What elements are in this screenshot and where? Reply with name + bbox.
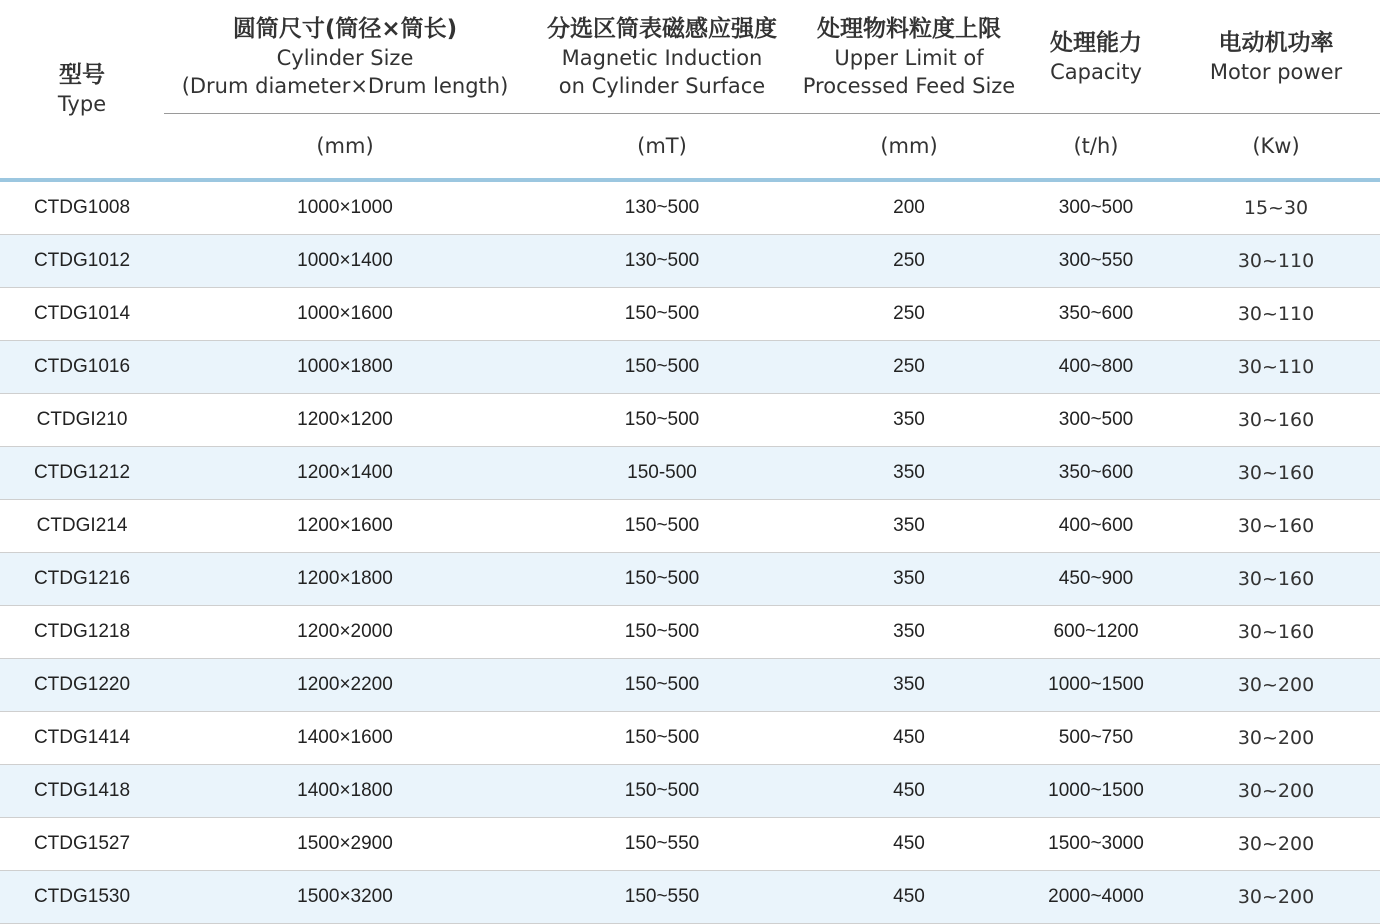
header-induction-en2: on Cylinder Surface bbox=[558, 73, 766, 98]
cell-feed: 350 bbox=[798, 394, 1020, 447]
table-row bbox=[0, 818, 1380, 871]
cell-induction: 130~500 bbox=[526, 235, 798, 288]
cell-induction: 130~500 bbox=[526, 180, 798, 235]
table-header bbox=[0, 0, 1380, 180]
cell-feed: 350 bbox=[798, 659, 1020, 712]
cell-capacity: 300~500 bbox=[1020, 180, 1172, 235]
cell-type: CTDG1530 bbox=[0, 871, 164, 924]
table-row bbox=[0, 765, 1380, 818]
cell-induction: 150-500 bbox=[526, 447, 798, 500]
cell-motor: 30~200 bbox=[1172, 818, 1380, 871]
cell-motor: 30~110 bbox=[1172, 288, 1380, 341]
header-feed-zh: 处理物料粒度上限 bbox=[817, 15, 1001, 42]
cell-feed: 450 bbox=[798, 818, 1020, 871]
header-type-en: Type bbox=[57, 92, 107, 116]
table-row bbox=[0, 341, 1380, 394]
cell-motor: 30~200 bbox=[1172, 712, 1380, 765]
cell-feed: 450 bbox=[798, 871, 1020, 924]
table-row bbox=[0, 180, 1380, 235]
cell-type: CTDG1216 bbox=[0, 553, 164, 606]
cell-type: CTDG1218 bbox=[0, 606, 164, 659]
cell-motor: 30~200 bbox=[1172, 765, 1380, 818]
table-row bbox=[0, 871, 1380, 924]
cell-size: 1500×3200 bbox=[164, 871, 526, 924]
table-row bbox=[0, 288, 1380, 341]
cell-size: 1500×2900 bbox=[164, 818, 526, 871]
cell-size: 1400×1800 bbox=[164, 765, 526, 818]
cell-induction: 150~500 bbox=[526, 341, 798, 394]
header-feed-en1: Upper Limit of bbox=[834, 45, 984, 70]
cell-capacity: 1500~3000 bbox=[1020, 818, 1172, 871]
header-capacity bbox=[1020, 0, 1172, 114]
header-row-titles bbox=[0, 0, 1380, 114]
header-type bbox=[0, 0, 164, 180]
cell-feed: 450 bbox=[798, 712, 1020, 765]
cell-capacity: 400~600 bbox=[1020, 500, 1172, 553]
cell-induction: 150~500 bbox=[526, 712, 798, 765]
cell-type: CTDG1212 bbox=[0, 447, 164, 500]
header-size bbox=[164, 0, 526, 114]
unit-capacity: (t/h) bbox=[1020, 114, 1172, 181]
unit-feed: (mm) bbox=[798, 114, 1020, 181]
cell-type: CTDGI214 bbox=[0, 500, 164, 553]
header-motor-en: Motor power bbox=[1209, 59, 1343, 84]
cell-motor: 30~160 bbox=[1172, 553, 1380, 606]
cell-induction: 150~550 bbox=[526, 818, 798, 871]
table-body bbox=[0, 180, 1380, 924]
cell-capacity: 2000~4000 bbox=[1020, 871, 1172, 924]
cell-induction: 150~500 bbox=[526, 659, 798, 712]
header-capacity-en: Capacity bbox=[1050, 59, 1142, 84]
cell-induction: 150~500 bbox=[526, 500, 798, 553]
cell-capacity: 450~900 bbox=[1020, 553, 1172, 606]
header-size-en1: Cylinder Size bbox=[276, 45, 414, 70]
cell-motor: 30~160 bbox=[1172, 606, 1380, 659]
table-row bbox=[0, 553, 1380, 606]
cell-type: CTDGI210 bbox=[0, 394, 164, 447]
header-motor-zh: 电动机功率 bbox=[1218, 29, 1334, 56]
cell-motor: 30~160 bbox=[1172, 394, 1380, 447]
header-induction-zh: 分选区筒表磁感应强度 bbox=[547, 15, 777, 42]
cell-motor: 30~160 bbox=[1172, 447, 1380, 500]
header-induction-en1: Magnetic Induction bbox=[561, 45, 763, 70]
table-row bbox=[0, 235, 1380, 288]
cell-capacity: 350~600 bbox=[1020, 288, 1172, 341]
cell-size: 1200×1800 bbox=[164, 553, 526, 606]
cell-capacity: 1000~1500 bbox=[1020, 765, 1172, 818]
table-row bbox=[0, 606, 1380, 659]
header-motor bbox=[1172, 0, 1380, 114]
header-induction bbox=[526, 0, 798, 114]
cell-type: CTDG1527 bbox=[0, 818, 164, 871]
cell-feed: 450 bbox=[798, 765, 1020, 818]
cell-capacity: 300~550 bbox=[1020, 235, 1172, 288]
cell-size: 1200×1200 bbox=[164, 394, 526, 447]
cell-feed: 200 bbox=[798, 180, 1020, 235]
cell-motor: 30~110 bbox=[1172, 341, 1380, 394]
cell-induction: 150~500 bbox=[526, 606, 798, 659]
table-row bbox=[0, 659, 1380, 712]
cell-type: CTDG1220 bbox=[0, 659, 164, 712]
header-feed bbox=[798, 0, 1020, 114]
cell-type: CTDG1418 bbox=[0, 765, 164, 818]
cell-motor: 30~200 bbox=[1172, 871, 1380, 924]
cell-motor: 30~110 bbox=[1172, 235, 1380, 288]
cell-size: 1000×1800 bbox=[164, 341, 526, 394]
cell-feed: 350 bbox=[798, 500, 1020, 553]
cell-type: CTDG1016 bbox=[0, 341, 164, 394]
header-type-zh: 型号 bbox=[59, 62, 105, 88]
header-size-en2: (Drum diameter×Drum length) bbox=[181, 73, 509, 98]
cell-induction: 150~500 bbox=[526, 288, 798, 341]
cell-capacity: 1000~1500 bbox=[1020, 659, 1172, 712]
cell-feed: 250 bbox=[798, 288, 1020, 341]
table-row bbox=[0, 712, 1380, 765]
cell-motor: 15~30 bbox=[1172, 180, 1380, 235]
cell-feed: 250 bbox=[798, 341, 1020, 394]
unit-induction: (mT) bbox=[526, 114, 798, 181]
table-row bbox=[0, 447, 1380, 500]
header-capacity-zh: 处理能力 bbox=[1050, 29, 1142, 56]
header-size-zh: 圆筒尺寸(筒径×筒长) bbox=[232, 15, 458, 42]
cell-induction: 150~500 bbox=[526, 553, 798, 606]
cell-type: CTDG1414 bbox=[0, 712, 164, 765]
cell-feed: 250 bbox=[798, 235, 1020, 288]
cell-capacity: 400~800 bbox=[1020, 341, 1172, 394]
header-feed-en2: Processed Feed Size bbox=[802, 73, 1016, 98]
cell-size: 1200×2000 bbox=[164, 606, 526, 659]
unit-motor: (Kw) bbox=[1172, 114, 1380, 181]
cell-size: 1400×1600 bbox=[164, 712, 526, 765]
cell-feed: 350 bbox=[798, 553, 1020, 606]
cell-type: CTDG1014 bbox=[0, 288, 164, 341]
cell-capacity: 500~750 bbox=[1020, 712, 1172, 765]
cell-capacity: 300~500 bbox=[1020, 394, 1172, 447]
cell-induction: 150~500 bbox=[526, 394, 798, 447]
cell-size: 1000×1000 bbox=[164, 180, 526, 235]
unit-size: (mm) bbox=[164, 114, 526, 181]
table-row bbox=[0, 394, 1380, 447]
cell-size: 1200×1400 bbox=[164, 447, 526, 500]
header-row-units bbox=[0, 114, 1380, 181]
cell-type: CTDG1012 bbox=[0, 235, 164, 288]
cell-motor: 30~160 bbox=[1172, 500, 1380, 553]
cell-size: 1200×1600 bbox=[164, 500, 526, 553]
cell-capacity: 350~600 bbox=[1020, 447, 1172, 500]
cell-size: 1200×2200 bbox=[164, 659, 526, 712]
cell-size: 1000×1600 bbox=[164, 288, 526, 341]
cell-induction: 150~550 bbox=[526, 871, 798, 924]
cell-motor: 30~200 bbox=[1172, 659, 1380, 712]
cell-size: 1000×1400 bbox=[164, 235, 526, 288]
cell-induction: 150~500 bbox=[526, 765, 798, 818]
cell-type: CTDG1008 bbox=[0, 180, 164, 235]
cell-feed: 350 bbox=[798, 447, 1020, 500]
table-row bbox=[0, 500, 1380, 553]
cell-feed: 350 bbox=[798, 606, 1020, 659]
cell-capacity: 600~1200 bbox=[1020, 606, 1172, 659]
